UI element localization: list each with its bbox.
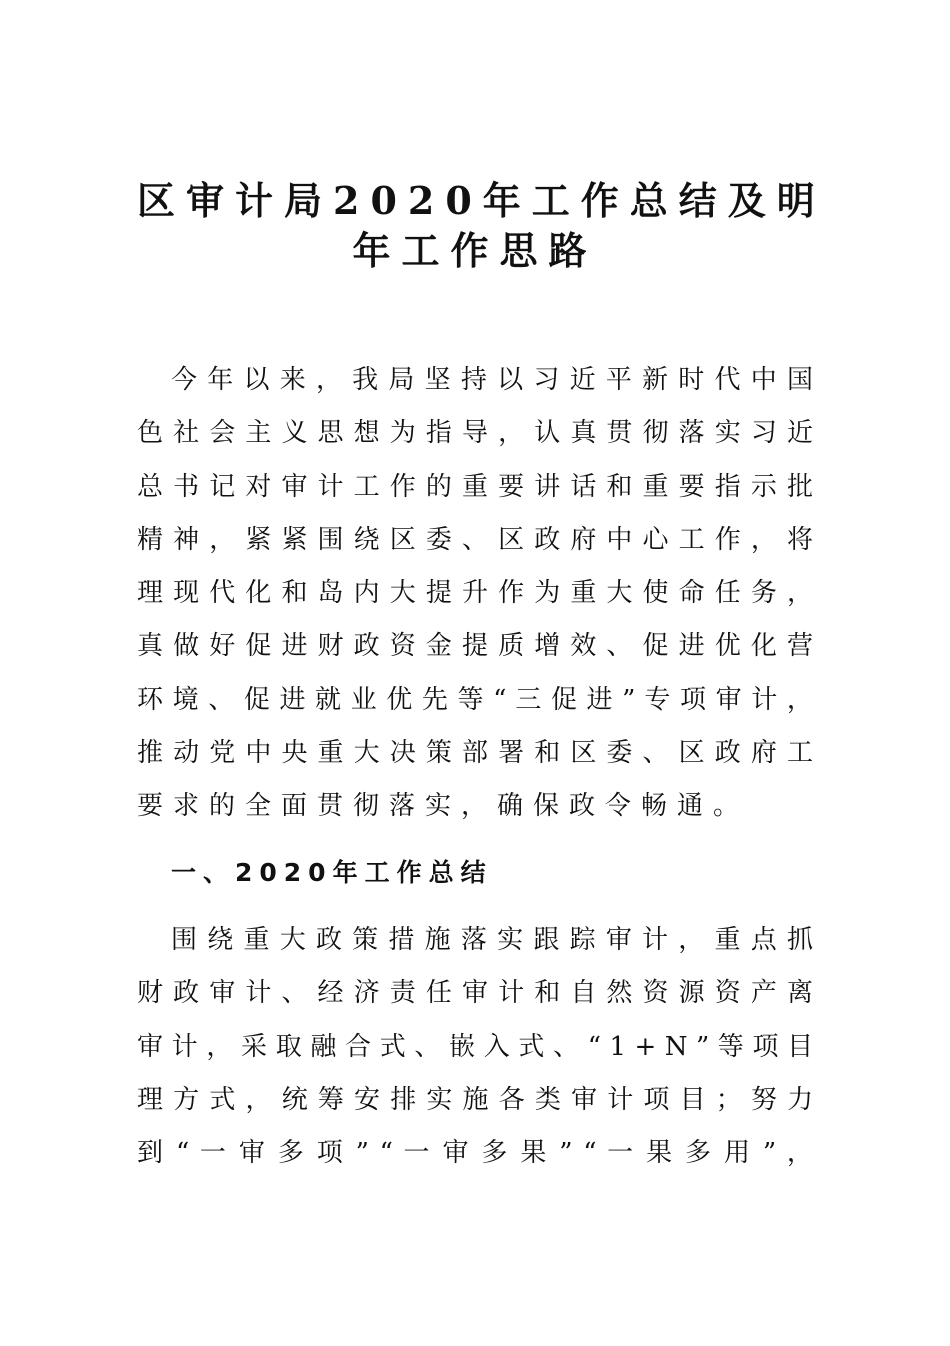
text-line: 精 神 ， 紧 紧 围 绕 区 委 、 区 政 府 中 心 工 作 ， 将	[137, 524, 813, 555]
document-title-line-1: 区审计局2020年工作总结及明	[137, 178, 826, 223]
document-title-line-2: 年工作思路	[352, 228, 598, 273]
text-line: 到 “ 一 审 多 项 ” “ 一 审 多 果 ” “ 一 果 多 用 ” ，	[137, 1138, 813, 1169]
text-line: 总 书 记 对 审 计 工 作 的 重 要 讲 话 和 重 要 指 示 批	[137, 471, 813, 502]
text-line: 理 现 代 化 和 岛 内 大 提 升 作 为 重 大 使 命 任 务 ，	[137, 578, 813, 609]
text-line: 围 绕 重 大 政 策 措 施 落 实 跟 踪 审 计 ， 重 点 抓	[171, 925, 813, 955]
text-line: 色 社 会 主 义 思 想 为 指 导 ， 认 真 贯 彻 落 实 习 近	[137, 418, 813, 449]
text-line: 今 年 以 来 ， 我 局 坚 持 以 习 近 平 新 时 代 中 国	[171, 365, 813, 395]
text-line: 财 政 审 计 、 经 济 责 任 审 计 和 自 然 资 源 资 产 离	[137, 978, 813, 1009]
text-line: 推 动 党 中 央 重 大 决 策 部 署 和 区 委 、 区 政 府 工	[137, 738, 813, 769]
paragraph-intro	[137, 354, 813, 834]
text-line: 真 做 好 促 进 财 政 资 金 提 质 增 效 、 促 进 优 化 营	[137, 631, 813, 662]
text-line: 理 方 式 ， 统 筹 安 排 实 施 各 类 审 计 项 目 ； 努 力	[137, 1084, 813, 1115]
paragraph-work-summary	[137, 914, 813, 1180]
text-line: 审 计 ， 采 取 融 合 式 、 嵌 入 式 、 “ 1 + N ” 等 项 目	[137, 1031, 813, 1062]
text-line: 环 境 、 促 进 就 业 优 先 等 “ 三 促 进 ” 专 项 审 计 ，	[137, 684, 813, 715]
section-heading: 一、2020年工作总结	[171, 858, 493, 887]
text-line: 要求的全面贯彻落实，确保政令畅通。	[137, 791, 750, 822]
